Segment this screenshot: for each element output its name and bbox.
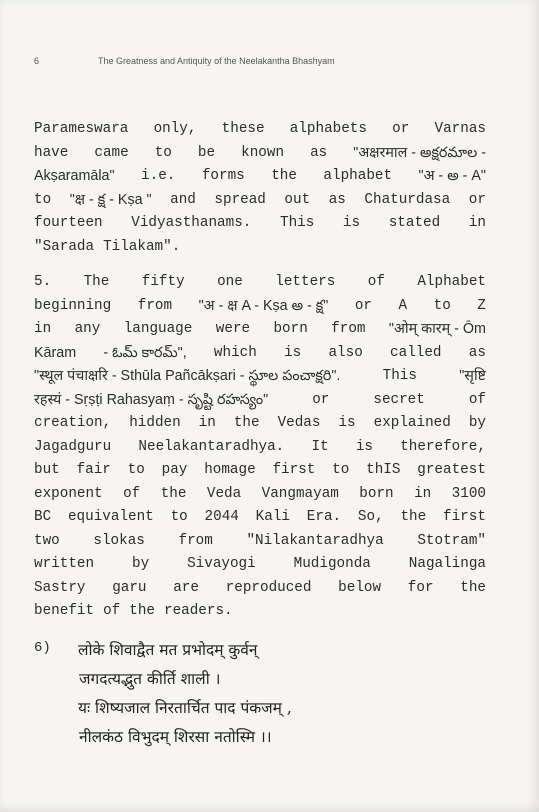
word: reproduced — [225, 579, 312, 596]
word: This — [382, 368, 417, 384]
word: 5. — [34, 274, 52, 290]
word: or — [354, 297, 372, 314]
word: रहस्यं - Sṛṣṭi Rahasyaṃ - సృష్టి రహస్యం" — [34, 391, 269, 408]
word: in — [414, 485, 432, 502]
word: of — [123, 485, 141, 502]
word: alphabet — [323, 168, 393, 184]
word: So, — [357, 509, 384, 525]
word: the — [233, 415, 260, 431]
text-line — [34, 530, 486, 554]
word: first — [272, 462, 316, 478]
word: first — [443, 509, 486, 525]
word: - ఓమ్ కారమ్", — [103, 344, 187, 361]
word: This — [279, 215, 315, 231]
word: 3100 — [451, 485, 486, 502]
word: from — [331, 321, 366, 337]
word: of — [468, 391, 486, 408]
text-line — [34, 236, 486, 260]
word: these — [221, 121, 265, 137]
sanskrit-verse — [78, 636, 498, 752]
text-line — [34, 483, 486, 507]
word: for — [407, 579, 434, 596]
word: or — [392, 121, 410, 137]
text-line — [34, 436, 486, 460]
word: by — [468, 415, 486, 431]
word: secret — [373, 391, 425, 408]
word: Sastry — [34, 579, 86, 596]
word: greatest — [417, 462, 486, 478]
verse-line: यः शिष्यजाल निरतार्चित पाद पंकजम् , — [78, 699, 292, 717]
word: Kali — [255, 509, 290, 525]
word: beginning — [34, 297, 112, 314]
text-line — [34, 342, 486, 366]
word: in — [468, 215, 486, 231]
word: fair — [76, 462, 111, 478]
word: were — [215, 321, 251, 337]
word: the — [129, 603, 155, 619]
word: Jagadguru — [34, 438, 112, 455]
word: equivalent — [67, 509, 154, 525]
text-line — [34, 389, 486, 413]
word: one — [217, 274, 243, 290]
word: from — [137, 297, 173, 314]
word: Mudigonda — [293, 556, 371, 572]
text-line — [34, 271, 486, 295]
word: creation, — [34, 415, 112, 431]
verse-line: जगदत्यद्भुत कीर्ति शाली । — [79, 670, 221, 688]
paragraph-intro — [34, 118, 486, 259]
text-line — [34, 506, 486, 530]
word: Parameswara — [34, 121, 129, 137]
word: born — [359, 485, 394, 502]
word: explained — [373, 415, 451, 431]
word: Vidyasthanams. — [131, 215, 252, 231]
word: fourteen — [34, 215, 103, 231]
word: and — [170, 191, 196, 208]
word: Era. — [306, 509, 342, 525]
word: garu — [112, 579, 147, 596]
text-line — [34, 142, 486, 166]
word: to — [332, 462, 350, 478]
word: Nagalinga — [408, 556, 486, 572]
running-title: The Greatness and Antiquity of the Neelakantha Bhashyam — [98, 56, 335, 66]
word: Kāram — [34, 344, 77, 361]
text-line — [34, 318, 486, 342]
word: is — [355, 438, 373, 455]
text-line — [34, 600, 486, 624]
word: "अक्षरमाल - అక్షరమాల - — [353, 144, 486, 161]
text-line — [34, 295, 486, 319]
word: stated — [388, 215, 441, 231]
word: are — [173, 579, 199, 596]
word: letters — [275, 274, 336, 290]
word: Alphabet — [417, 274, 486, 290]
word: slokas — [93, 532, 145, 549]
paragraph-5 — [34, 271, 486, 624]
word: "Sarada — [34, 238, 95, 255]
word: is — [342, 215, 361, 231]
word: below — [338, 579, 382, 596]
text-line — [34, 553, 486, 577]
word: spread — [214, 191, 266, 208]
word: Neelakantaradhya. — [138, 438, 285, 455]
word: as — [310, 144, 328, 161]
word: BC — [34, 509, 52, 525]
word: written — [34, 556, 95, 572]
text-line — [34, 212, 486, 236]
text-line — [34, 459, 486, 483]
word: also — [328, 344, 363, 361]
word: pay — [161, 462, 188, 478]
word: forms — [201, 168, 245, 184]
word: to — [154, 144, 172, 161]
word: thIS — [366, 462, 401, 478]
text-line — [34, 118, 486, 142]
verse-line: लोके शिवाद्वैत मत प्रभोदम् कुर्वन् — [78, 641, 258, 659]
word: came — [94, 144, 129, 161]
word: have — [34, 144, 69, 161]
word: by — [131, 556, 150, 572]
word: It — [311, 438, 329, 455]
word: the — [400, 509, 427, 525]
text-line — [34, 365, 486, 389]
word: i.e. — [141, 168, 176, 184]
text-line — [34, 189, 486, 213]
word: Vedas — [277, 415, 321, 431]
word: in — [34, 321, 52, 337]
word: "ओम् कारम् - Ōm — [388, 321, 486, 337]
word: exponent — [34, 485, 103, 502]
word: the — [460, 579, 486, 596]
word: A — [398, 297, 408, 314]
word: "Nilakantaradhya — [246, 532, 384, 549]
word: of — [103, 603, 121, 619]
word: Veda — [206, 485, 242, 502]
page-number: 6 — [34, 56, 40, 66]
word: as — [328, 191, 346, 208]
word: The — [83, 274, 110, 290]
word: "स्थूल पंचाक्षरि - Sthūla Pañcākṣari - స్థూల పంచాక్షరి". — [34, 368, 341, 384]
word: "क्ष - క్ష - Kṣa " — [69, 191, 152, 208]
word: Chaturdasa — [364, 191, 451, 208]
word: therefore, — [400, 438, 486, 455]
word: "अ - क्ष A - Kṣa అ - క్ష" — [198, 297, 329, 314]
word: is — [284, 344, 302, 361]
word: to — [127, 462, 145, 478]
word: homage — [204, 462, 256, 478]
word: fifty — [141, 274, 185, 290]
word: "सृष्टि — [459, 368, 486, 384]
word: readers. — [163, 603, 233, 619]
word: to — [433, 297, 451, 314]
word: to — [34, 191, 52, 208]
word: out — [284, 191, 311, 208]
word: Vangmayam — [261, 485, 339, 502]
word: Stotram" — [417, 532, 486, 549]
word: from — [178, 532, 213, 549]
word: any — [74, 321, 101, 337]
word: or — [312, 391, 330, 408]
word: 2044 — [204, 509, 239, 525]
word: language — [123, 321, 193, 337]
word: to — [170, 509, 188, 525]
word: Z — [477, 297, 486, 314]
word: be — [197, 144, 216, 161]
text-line — [34, 165, 486, 189]
word: called — [390, 344, 442, 361]
verse-number: 6) — [34, 640, 51, 656]
word: hidden — [129, 415, 181, 431]
word: is — [338, 415, 356, 431]
text-line — [34, 577, 486, 601]
word: the — [160, 485, 187, 502]
word: which — [213, 344, 257, 361]
word: of — [367, 274, 385, 290]
word: only, — [153, 121, 197, 137]
word: but — [34, 462, 60, 478]
word: Akṣaramāla" — [34, 168, 115, 184]
word: "अ - అ - A" — [418, 168, 486, 184]
text-line — [34, 412, 486, 436]
word: or — [468, 191, 486, 208]
word: as — [468, 344, 486, 361]
word: two — [34, 532, 60, 549]
word: Sivayogi — [187, 556, 256, 572]
word: in — [198, 415, 216, 431]
word: Varnas — [434, 121, 486, 137]
verse-line: नीलकंठ विभुदम् शिरसा नतोस्मि ।। — [79, 728, 272, 746]
word: the — [271, 168, 297, 184]
word: alphabets — [289, 121, 367, 137]
word: known — [241, 144, 285, 161]
word: Tilakam". — [103, 238, 181, 255]
word: benefit — [34, 603, 95, 619]
word: born — [273, 321, 308, 337]
